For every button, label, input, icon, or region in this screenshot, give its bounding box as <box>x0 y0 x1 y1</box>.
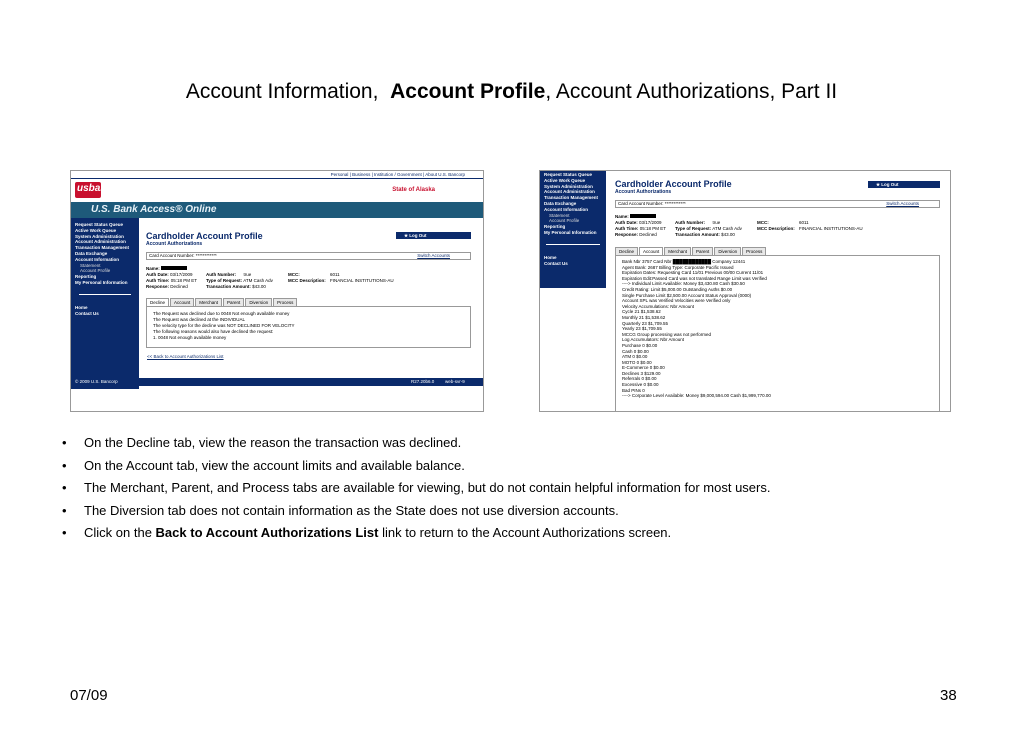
logout-label: Log Out <box>881 182 899 187</box>
version: R27.20b6.0 <box>411 379 435 384</box>
tab-merchant[interactable]: Merchant <box>195 298 222 307</box>
auth-grid: Auth Date: 03/17/2009 Auth Number: true MCC: 6011 Auth Time: 05:18 PM ET Type of Request: ATM Cash Adv MCC Description: FINANCIAL INSTITUTIONS-AU Response: Declined Transaction Amount: $43.00 <box>146 272 394 289</box>
account-panel <box>615 255 940 412</box>
bullet-list <box>62 432 962 545</box>
account-line: Purchase 0 $0.00 <box>622 342 658 348</box>
account-line: Quarterly 23 $1,709.55 <box>622 320 669 326</box>
bullet-text: On the Decline tab, view the reason the transaction was declined. <box>84 435 462 450</box>
account-line: ----> Individual Limit Available: Money $3,430.80 Cash $30.50 <box>622 281 745 287</box>
name-redacted <box>630 214 656 218</box>
bullet-item <box>62 477 962 500</box>
top-links-bar <box>71 171 484 179</box>
account-line: Expiration Dates: Requesting Card 11/01 Previous 00/00 Current 11/01 <box>622 270 764 276</box>
state-name: State of Alaska <box>392 187 435 193</box>
page-title: Cardholder Account Profile <box>615 179 732 189</box>
card-value: ************ <box>195 253 217 258</box>
logout-button[interactable]: ★ Log Out <box>868 181 940 188</box>
tab-decline[interactable]: Decline <box>146 298 169 307</box>
bullet-item <box>62 432 962 455</box>
bullet-text: The Diversion tab does not contain information as the State does not use diversion accounts. <box>84 502 619 518</box>
sidebar-divider <box>79 294 131 295</box>
switch-accounts-link[interactable]: Switch Accounts <box>886 201 919 206</box>
card-label: Card Account Number: <box>618 201 664 206</box>
account-line: ----> Corporate Level Available: Money $9,000,594.00 Cash $1,999,770.00 <box>622 393 771 399</box>
sidebar-item[interactable]: Reporting <box>544 224 566 230</box>
account-line: Account SPL was Verified Velocities were Verified only <box>622 298 731 304</box>
account-line: Credit Rating: Limit $5,000.00 Outstanding Auths $0.00 <box>622 286 733 292</box>
sidebar-item[interactable]: Reporting <box>75 274 97 280</box>
sidebar-item[interactable]: Contact Us <box>544 260 568 266</box>
sidebar-item[interactable]: Request Status Queue <box>544 172 593 177</box>
sidebar-item[interactable]: Request Status Queue <box>75 222 124 227</box>
bullet-text: Click on the <box>84 525 156 540</box>
sidebar-nav <box>71 218 139 389</box>
footer-bar <box>71 378 484 386</box>
sidebar-item[interactable]: My Personal Information <box>75 279 128 285</box>
card-label: Card Account Number: <box>149 253 195 258</box>
sidebar-item[interactable]: Account Administration <box>544 189 595 195</box>
account-line: Monthly 21 $1,538.62 <box>622 314 666 320</box>
auth-grid: Auth Date: 03/17/2009 Auth Number: true MCC: 6011 Auth Time: 05:18 PM ET Type of Request: ATM Cash Adv MCC Description: FINANCIAL INSTITUTIONS-AU Response: Declined Transaction Amount: $43.00 <box>615 220 863 237</box>
tab-merchant[interactable]: Merchant <box>664 247 691 256</box>
account-line: Cycle 21 $1,538.62 <box>622 309 661 315</box>
logout-button[interactable]: ★ Log Out <box>396 232 471 239</box>
sidebar-item[interactable]: Active Work Queue <box>75 227 117 233</box>
tab-parent[interactable]: Parent <box>692 247 713 256</box>
tab-diversion[interactable]: Diversion <box>245 298 272 307</box>
account-line: Cash 0 $0.00 <box>622 348 649 354</box>
sidebar-item[interactable]: Contact Us <box>75 310 99 316</box>
sidebar-item[interactable]: Statement <box>549 212 570 218</box>
sidebar-item[interactable]: Data Exchange <box>544 200 577 206</box>
sidebar-item[interactable]: Account Profile <box>80 268 111 274</box>
sidebar-item[interactable]: Statement <box>80 262 101 268</box>
bullet-link-text: Back to Account Authorizations List <box>155 525 379 540</box>
account-line: Agent Bank: 2687 Billing Type: Corporate Pacific Issued <box>622 264 734 270</box>
sidebar-nav <box>540 171 606 288</box>
decline-line: 1. 0048 Not enough available money <box>153 335 227 340</box>
account-line: Excessive 0 $0.00 <box>622 382 659 388</box>
slide-title <box>0 80 1023 104</box>
title-part2: Account Profile <box>390 80 546 103</box>
page-subtitle: Account Authorizations <box>146 241 203 247</box>
bullet-item <box>62 522 962 545</box>
bullet-item <box>62 500 962 523</box>
sidebar-item[interactable]: My Personal Information <box>544 229 597 235</box>
name-label: Name: <box>146 266 160 271</box>
sidebar-item[interactable]: Data Exchange <box>75 250 108 256</box>
tab-account[interactable]: Account <box>639 247 663 256</box>
detail-rows <box>615 214 879 238</box>
logout-label: Log Out <box>409 233 427 238</box>
decline-line: The following reasons would also have declined the request: <box>153 329 274 334</box>
bullet-text: On the Account tab, view the account limits and available balance. <box>84 457 465 473</box>
page-subtitle: Account Authorizations <box>615 189 672 195</box>
bullet-text-end: link to return to the Account Authorizations screen. <box>378 525 672 540</box>
footer-date: 07/09 <box>70 687 108 704</box>
account-line: Single Purchase Limit $2,500.00 Account Status Approval (0000) <box>622 292 752 298</box>
account-line: Declines 3 $129.00 <box>622 370 661 376</box>
sidebar-divider <box>546 244 600 245</box>
decline-line: The Request was declined at the INDIVIDUAL <box>153 317 246 322</box>
sidebar-item[interactable]: System Administration <box>75 233 124 239</box>
sidebar-item[interactable]: Transaction Management <box>544 195 599 201</box>
account-line: Velocity Accumulations: Nbr Amount <box>622 303 695 309</box>
account-line: ATM 0 $0.00 <box>622 354 648 360</box>
bullet-text: The Merchant, Parent, and Process tabs are available for viewing, but do not contain helpful information for most users. <box>84 480 771 495</box>
account-line: Referrals 0 $0.00 <box>622 376 657 382</box>
sidebar-item[interactable]: Active Work Queue <box>544 177 586 183</box>
tab-parent[interactable]: Parent <box>223 298 244 307</box>
back-to-authorizations-link[interactable]: << Back to Account Authorizations List <box>147 354 224 359</box>
sidebar-item[interactable]: Account Profile <box>549 218 580 224</box>
account-line: Bad PINs 0 <box>622 387 645 393</box>
switch-accounts-link[interactable]: Switch Accounts <box>417 253 450 258</box>
title-part1: Account Information, <box>185 80 379 103</box>
tab-process[interactable]: Process <box>273 298 297 307</box>
banner <box>71 202 484 218</box>
decline-line: The velocity type for the decline was NOT DECLINED FOR VELOCITY <box>153 323 295 328</box>
sidebar-item[interactable]: Home <box>544 254 557 260</box>
top-links[interactable]: Personal | Business | Institution / Government | About U.S. Bancorp <box>330 172 465 177</box>
page-number: 38 <box>940 687 957 704</box>
account-line: Log Accumulators: Nbr Amount <box>622 337 685 343</box>
usbank-logo: usbank <box>77 183 113 194</box>
copyright: © 2009 U.S. Bancorp <box>75 379 118 384</box>
title-part3: , Account Authorizations, Part II <box>545 80 838 103</box>
card-value: ************ <box>664 201 686 206</box>
name-redacted <box>161 266 187 270</box>
sidebar-item[interactable]: Account Information <box>75 256 119 262</box>
page-title: Cardholder Account Profile <box>146 231 263 241</box>
sidebar-item[interactable]: Home <box>75 304 88 310</box>
account-line: MOTO 0 $0.00 <box>622 359 652 365</box>
decline-line: The Request was declined due to 0048 Not enough available money <box>153 311 290 316</box>
tab-process[interactable]: Process <box>742 247 766 256</box>
server-name: web-svr-9 <box>445 379 465 384</box>
tab-account[interactable]: Account <box>170 298 194 307</box>
sidebar-item[interactable]: Account Administration <box>75 239 126 245</box>
screenshot-account-tab <box>539 170 951 412</box>
account-line: Yearly 23 $1,709.55 <box>622 326 662 332</box>
sidebar-item[interactable]: Account Information <box>544 206 588 212</box>
detail-rows <box>146 266 410 290</box>
account-line: Expiration Edit:Passed Card was not translated Range Limit was Verified <box>622 275 767 281</box>
card-account-field <box>146 252 471 260</box>
tab-decline[interactable]: Decline <box>615 247 638 256</box>
tab-diversion[interactable]: Diversion <box>714 247 741 256</box>
account-line: E-Commerce 0 $0.00 <box>622 365 665 371</box>
bullet-item <box>62 455 962 478</box>
card-account-field <box>615 200 940 208</box>
decline-panel <box>146 306 471 348</box>
banner-title: U.S. Bank Access® Online <box>91 204 217 215</box>
account-line: MCCG Group processing was not performed <box>622 331 712 337</box>
sidebar-item[interactable]: Transaction Management <box>75 245 130 251</box>
name-label: Name: <box>615 214 629 219</box>
account-line: Bank Nbr 3757 Card Nbr ████████████ Company 12441 <box>622 259 746 264</box>
screenshot-decline-tab <box>70 170 484 412</box>
sidebar-item[interactable]: System Administration <box>544 183 593 189</box>
